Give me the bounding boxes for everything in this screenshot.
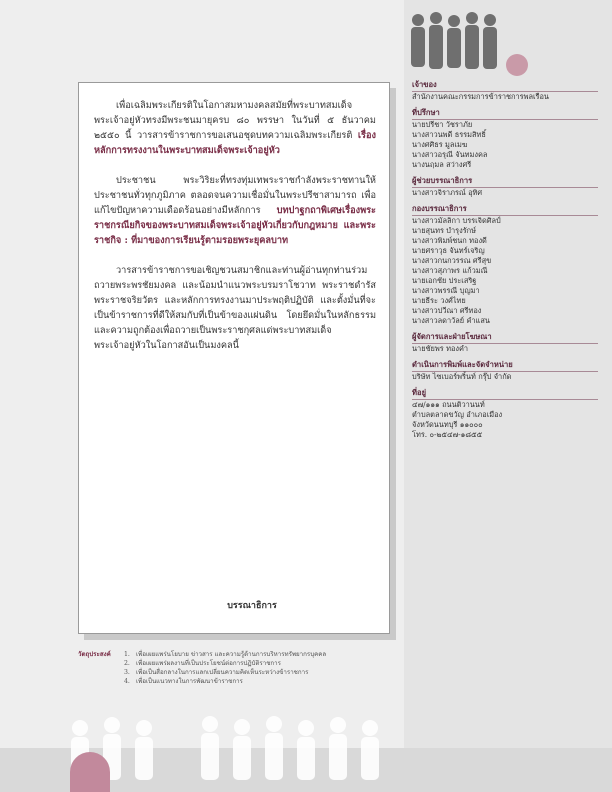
staff-heading: เจ้าของ (412, 80, 598, 92)
staff-line: นางสาวจิราภรณ์ อุทิศ (412, 188, 483, 197)
staff-heading: ที่อยู่ (412, 388, 598, 400)
editorial-text (94, 98, 376, 353)
staff-directory (412, 80, 598, 446)
staff-line: นางสาวมัลลิกา บรรเจิดศิลป์ (412, 216, 501, 225)
objective-item (124, 668, 386, 677)
objective-number: 3. (124, 669, 130, 676)
objective-text: เพื่อเป็นสื่อกลางในการแลกเปลี่ยนความคิดเห็นระหว่างข้าราชการ (136, 669, 309, 676)
staff-line: นางนฤมล สว่างศรี (412, 160, 472, 169)
decorative-mark (506, 54, 528, 76)
staff-heading: กองบรรณาธิการ (412, 204, 598, 216)
staff-line: นางสาวอรุณี จันทมงคล (412, 150, 488, 159)
staff-line: นางสาวลดาวัลย์ คำแสน (412, 316, 490, 325)
staff-section (412, 332, 598, 354)
staff-line: บริษัท ไซเบอร์พริ้นท์ กรุ๊ป จำกัด (412, 372, 512, 381)
staff-line: นายปรีชา วัชราภัย (412, 120, 473, 129)
staff-line: โทร. ๐-๒๕๔๗-๑๘๕๕ (412, 430, 483, 439)
editorial-highlight-3: และพระราชกิจ : ที่มาของการเรียนรู้ตามรอยพระยุคลบาท (94, 220, 376, 246)
staff-line: นางศศิธร มูลเมฆ (412, 140, 468, 149)
staff-line: นางสาวสุภาพร แก้วมณี (412, 266, 488, 275)
staff-line: นายศราวุธ จันทร์เจริญ (412, 246, 485, 255)
staff-line: ๔๗/๑๑๑ ถนนติวานนท์ (412, 400, 485, 409)
staff-line: นางสาวกนกวรรณ ศรีสุข (412, 256, 492, 265)
editorial-highlight-2: บทปาฐกถาพิเศษเรื่องพระราชกรณียกิจของพระบาทสมเด็จพระเจ้าอยู่หัวเกี่ยวกับกฎหมาย (94, 205, 376, 231)
staff-heading: ผู้ช่วยบรรณาธิการ (412, 176, 598, 188)
staff-heading: ผู้จัดการและฝ่ายโฆษณา (412, 332, 598, 344)
staff-line: นางสาวนพดี ธรรมสิทธิ์ (412, 130, 486, 139)
staff-heading: ที่ปรึกษา (412, 108, 598, 120)
staff-line: ตำบลตลาดขวัญ อำเภอเมือง (412, 410, 503, 419)
staff-line: นายเอกชัย ประเสริฐ (412, 276, 477, 285)
people-silhouette-icon (60, 710, 420, 780)
editorial-paragraph-3: วารสารข้าราชการขอเชิญชวนสมาชิกและท่านผู้อ่านทุกท่านร่วมถวายพระพรชัยมงคล และน้อมนำแนวพระบรมราโชวาท พระราชดำรัส พระราชจริยวัตร และหลักการทรงงานมาประพฤติปฏิบัติ และตั้งมั่นที่จะเป็นข้าราชการที่ดีให้สมกับที่เป็นข้าของแผ่นดิน โดยยึดมั่นในหลักธรรมและความถูกต้องเพื่อถวายเป็นพระราชกุศลแด่พระบาทสมเด็จพระเจ้าอยู่หัวในโอกาสอันเป็นมงคลนี้ (94, 265, 376, 351)
objective-text: เพื่อเผยแพร่ผลงานที่เป็นประโยชน์ต่อการปฏิบัติราชการ (136, 660, 281, 667)
staff-line: นายธีระ วงศ์ไทย (412, 296, 466, 305)
staff-line: นายชัยพร ทองคำ (412, 344, 469, 353)
objectives-label: วัตถุประสงค์ (78, 651, 111, 658)
staff-section (412, 360, 598, 382)
staff-line: จังหวัดนนทบุรี ๑๑๐๐๐ (412, 420, 483, 429)
staff-section (412, 80, 598, 102)
staff-line: นายสุนทร บำรุงรักษ์ (412, 226, 477, 235)
objective-item (124, 650, 386, 659)
decorative-mark (70, 752, 110, 792)
objective-number: 2. (124, 660, 130, 667)
staff-section (412, 176, 598, 198)
staff-section (412, 108, 598, 170)
objective-text: เพื่อเผยแพร่นโยบาย ข่าวสาร และความรู้ด้านการบริหารทรัพยากรบุคคล (136, 651, 327, 658)
editorial-signature: บรรณาธิการ (227, 601, 277, 611)
objective-number: 4. (124, 678, 130, 685)
staff-line: นางสาวพิมพ์ชนก ทองดี (412, 236, 487, 245)
staff-line: นางสาวปวีณา ศรีทอง (412, 306, 482, 315)
editorial-paragraph-1: เพื่อเฉลิมพระเกียรติในโอกาสมหามงคลสมัยที่พระบาทสมเด็จพระเจ้าอยู่หัวทรงมีพระชนมายุครบ ๘๐ พรรษา ในวันที่ ๕ ธันวาคม ๒๕๕๐ นี้ วารสารข้าราชการขอเสนอชุดบทความเฉลิมพระเกียรติ เรื่องหลักการทรงงานในพระบาทสมเด็จพระเจ้าอยู่หัว (94, 100, 376, 156)
objective-item (124, 659, 386, 668)
staff-line: สำนักงานคณะกรรมการข้าราชการพลเรือน (412, 92, 549, 101)
staff-line: นางสาวพรรณี บุญมา (412, 286, 480, 295)
objective-text: เพื่อเป็นแนวทางในการพัฒนาข้าราชการ (136, 678, 243, 685)
objectives-list (124, 650, 386, 686)
staff-heading: ดำเนินการพิมพ์และจัดจำหน่าย (412, 360, 598, 372)
editorial-paragraph-2: ประชาชน พระวิริยะที่ทรงทุ่มเทพระราชกำลังพระราชทานให้ประชาชนทั่วทุกภูมิภาค ตลอดจนความเชื่อมั่นในพระปรีชาสามารถ เพื่อแก้ไขปัญหาความเดือดร้อนอย่างมีหลักการ บทปาฐกถาพิเศษเรื่องพระราชกรณียกิจของพระบาทสมเด็จพระเจ้าอยู่หัวเกี่ยวกับกฎหมาย และพระราชกิจ : ที่มาของการเรียนรู้ตามรอยพระยุคลบาท (94, 175, 376, 246)
editorial-highlight-1: เรื่องหลักการทรงงานในพระบาทสมเด็จพระเจ้าอยู่หัว (94, 130, 376, 156)
objective-item (124, 677, 386, 686)
staff-section (412, 388, 598, 440)
staff-section (412, 204, 598, 326)
objective-number: 1. (124, 651, 130, 658)
